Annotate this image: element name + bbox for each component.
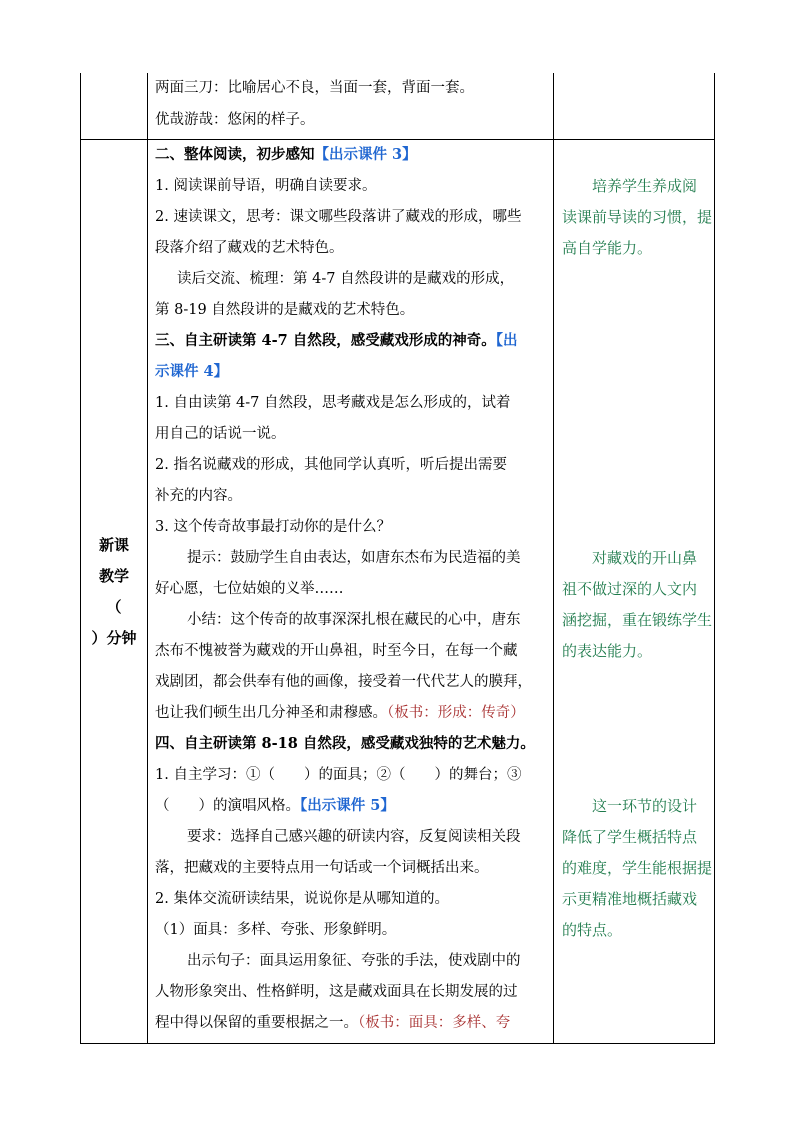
- design-note: 的难度，学生能根据提: [562, 859, 713, 877]
- design-note: 的特点。: [562, 921, 623, 939]
- text-line: 戏剧团，都会供奉有他的画像，接受着一代代艺人的膜拜，: [155, 674, 532, 690]
- design-note: 示更精准地概括藏戏: [562, 890, 698, 908]
- design-note: 的表达能力。: [562, 642, 653, 660]
- text-line: 提示：鼓励学生自由表达，如唐东杰布为民造福的美: [187, 550, 521, 566]
- text-line: 杰布不愧被誉为藏戏的开山鼻祖，时至今日，在每一个藏: [155, 643, 518, 659]
- text-line: 人物形象突出、性格鲜明，这是藏戏面具在长期发展的过: [155, 984, 518, 1000]
- section-label: （: [106, 598, 122, 616]
- design-note: 对藏戏的开山鼻: [592, 549, 698, 567]
- text-line: （1）面具：多样、夸张、形象鲜明。: [155, 922, 397, 938]
- text-line: 出示句子：面具运用象征、夸张的手法，使戏剧中的: [187, 953, 521, 969]
- text-line: 用自己的话说一说。: [155, 426, 286, 442]
- text-line: 2. 指名说藏戏的形成，其他同学认真听，听后提出需要: [155, 457, 507, 473]
- text-line: 1. 自由读第 4-7 自然段，思考藏戏是怎么形成的，试着: [155, 395, 511, 411]
- text-line: 3. 这个传奇故事最打动你的是什么？: [155, 519, 391, 535]
- text-line: 落，把藏戏的主要特点用一句话或一个词概括出来。: [155, 860, 489, 876]
- section-label: 新课: [98, 536, 129, 554]
- section-heading: 三、自主研读第 4-7 自然段，感受藏戏形成的神奇。【出: [155, 332, 518, 349]
- design-note: 涵挖掘，重在锻练学生: [562, 611, 713, 629]
- design-note: 这一环节的设计: [592, 797, 698, 815]
- row-divider: [81, 139, 714, 140]
- text-line: 2. 速读课文，思考：课文哪些段落讲了藏戏的形成，哪些: [155, 209, 522, 225]
- design-note: 读课前导读的习惯，提: [562, 208, 713, 226]
- text-line: 程中得以保留的重要根据之一。（板书：面具：多样、夸: [155, 1015, 511, 1031]
- text-line: 也让我们顿生出几分神圣和肃穆感。（板书：形成：传奇）: [155, 705, 525, 721]
- text-line: 读后交流、梳理：第 4-7 自然段讲的是藏戏的形成，: [177, 271, 515, 287]
- text-line: 段落介绍了藏戏的艺术特色。: [155, 240, 344, 256]
- lesson-plan-table: [80, 73, 715, 1044]
- column-divider: [147, 73, 148, 1043]
- design-note: 祖不做过深的人文内: [562, 580, 698, 598]
- text-line: 1. 阅读课前导语，明确自读要求。: [155, 178, 377, 194]
- section-label: ）分钟: [91, 629, 137, 647]
- text-line: 小结：这个传奇的故事深深扎根在藏民的心中，唐东: [187, 612, 521, 628]
- design-note: 高自学能力。: [562, 239, 653, 257]
- text-line: 第 8-19 自然段讲的是藏戏的艺术特色。: [155, 302, 415, 318]
- section-heading: 二、整体阅读，初步感知【出示课件 3】: [155, 146, 417, 163]
- text-line: 2. 集体交流研读结果，说说你是从哪知道的。: [155, 891, 449, 907]
- text-line: 补充的内容。: [155, 488, 242, 504]
- design-note: 降低了学生概括特点: [562, 828, 698, 846]
- row1-line: 两面三刀：比喻居心不良，当面一套，背面一套。: [155, 80, 474, 96]
- text-line: （ ）的演唱风格。【出示课件 5】: [155, 797, 395, 814]
- text-line: 1. 自主学习：①（ ）的面具；②（ ）的舞台；③: [155, 767, 522, 783]
- section-heading-tag: 示课件 4】: [155, 363, 229, 380]
- design-note: 培养学生养成阅: [592, 177, 698, 195]
- text-line: 好心愿，七位姑娘的义举……: [155, 581, 344, 597]
- section-label: 教学: [98, 567, 129, 585]
- row1-line: 优哉游哉：悠闲的样子。: [155, 112, 315, 128]
- section-heading: 四、自主研读第 8-18 自然段，感受藏戏独特的艺术魅力。: [155, 735, 535, 752]
- text-line: 要求：选择自己感兴趣的研读内容，反复阅读相关段: [187, 829, 521, 845]
